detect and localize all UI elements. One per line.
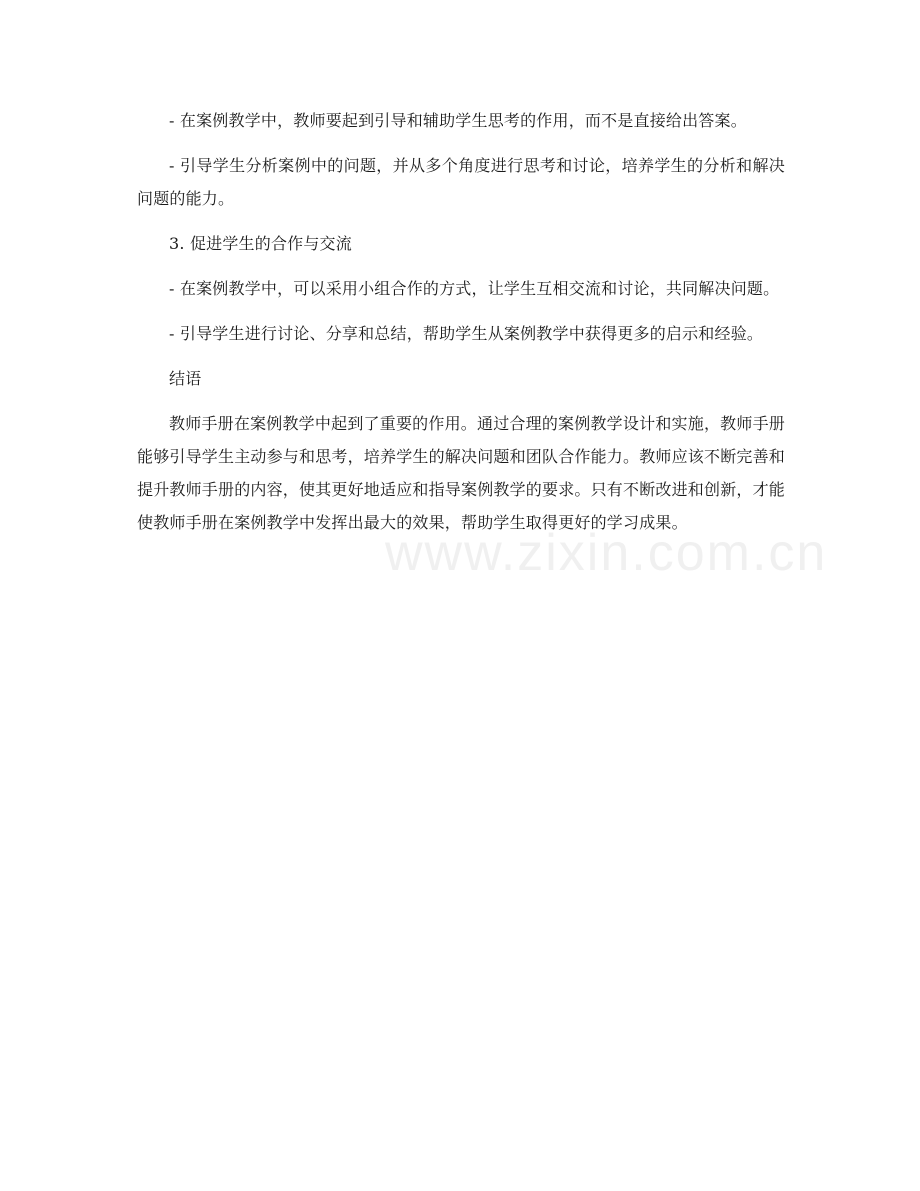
conclusion-paragraph: 教师手册在案例教学中起到了重要的作用。通过合理的案例教学设计和实施，教师手册能够引导学生主动参与和思考，培养学生的解决问题和团队合作能力。教师应该不断完善和提升教师手册的内容，使其更好地适应和指导案例教学的要求。只有不断改进和创新，才能使教师手册在案例教学中发挥出最大的效果，帮助学生取得更好的学习成果。 xyxy=(137,414,786,532)
bullet-paragraph-guide-role: - 在案例教学中，教师要起到引导和辅助学生思考的作用，而不是直接给出答案。 xyxy=(169,111,747,130)
document-body xyxy=(137,104,785,539)
watermark-text: www.zixin.com.cn xyxy=(385,524,828,582)
bullet-paragraph-discuss-share: - 引导学生进行讨论、分享和总结，帮助学生从案例教学中获得更多的启示和经验。 xyxy=(169,324,764,343)
section-heading-cooperation: 3. 促进学生的合作与交流 xyxy=(169,234,352,253)
section-heading-conclusion: 结语 xyxy=(169,369,202,388)
bullet-paragraph-group-work: - 在案例教学中，可以采用小组合作的方式，让学生互相交流和讨论，共同解决问题。 xyxy=(169,279,780,298)
bullet-paragraph-analyze-problems: - 引导学生分析案例中的问题，并从多个角度进行思考和讨论，培养学生的分析和解决问题的能力。 xyxy=(137,156,785,208)
